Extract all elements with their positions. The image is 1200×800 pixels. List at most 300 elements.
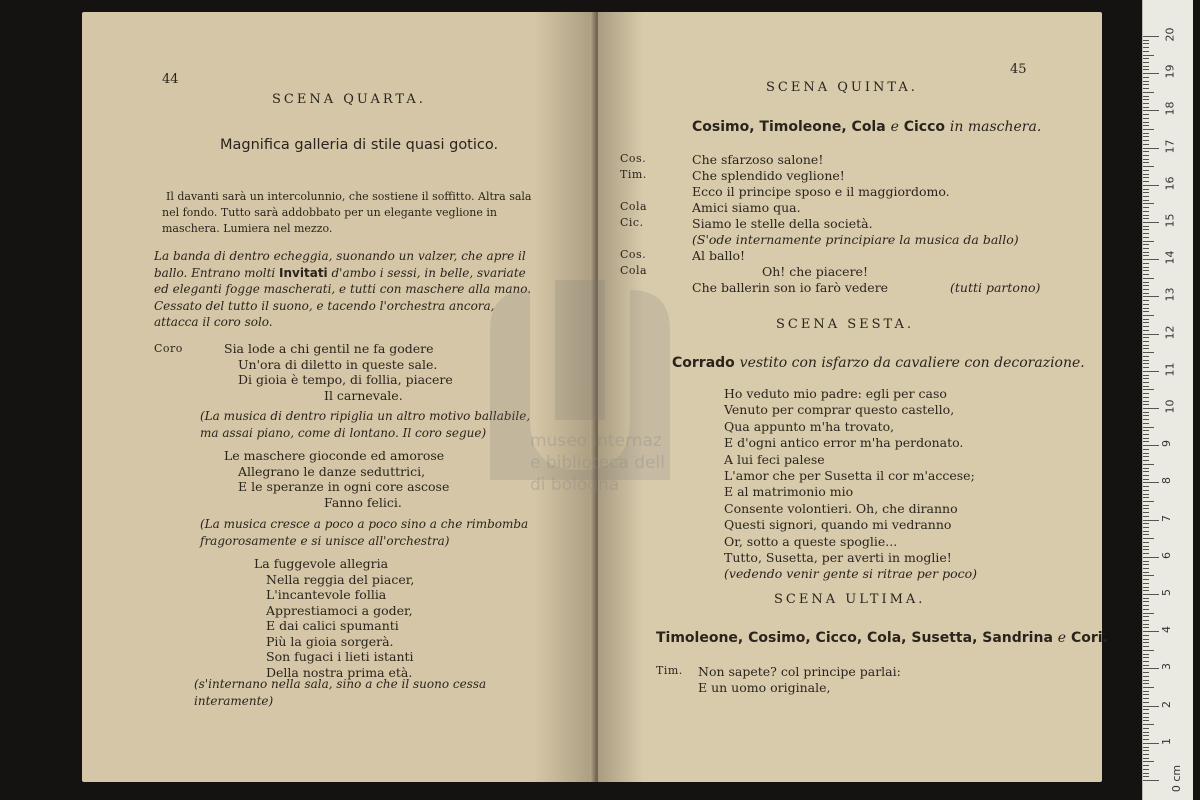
- monologue: [724, 386, 977, 583]
- ruler-tick: [1143, 698, 1149, 699]
- ruler-tick: [1143, 646, 1149, 647]
- verse-line: Di gioia è tempo, di follia, piacere: [238, 372, 453, 387]
- ruler-tick: [1143, 181, 1149, 182]
- ruler-tick: [1143, 497, 1149, 498]
- ruler-tick: [1143, 259, 1159, 260]
- ruler-tick: [1143, 445, 1159, 446]
- ruler-tick: [1143, 624, 1149, 625]
- ruler-tick: [1143, 691, 1149, 692]
- ruler-tick: [1143, 713, 1149, 714]
- ruler-tick: [1143, 408, 1159, 409]
- ruler-tick: [1143, 579, 1149, 580]
- ruler-tick: [1143, 683, 1149, 684]
- ruler-tick: [1143, 557, 1159, 558]
- chorus-verse-2: [224, 448, 449, 510]
- ruler-tick: [1143, 170, 1149, 171]
- ruler-tick: [1143, 274, 1149, 275]
- verse-line: Più la gioia sorgerà.: [266, 633, 394, 649]
- ruler-tick: [1143, 229, 1149, 230]
- ruler-tick: [1143, 583, 1149, 584]
- watermark-line: e biblioteca dell: [530, 453, 666, 473]
- ruler-number: 10: [1163, 399, 1177, 414]
- ruler-tick: [1143, 136, 1149, 137]
- ruler-number: 13: [1163, 287, 1177, 302]
- ruler-tick: [1143, 200, 1149, 201]
- ruler-tick: [1143, 419, 1149, 420]
- ruler-tick: [1143, 326, 1149, 327]
- dialogue-scene-7: [656, 664, 1076, 696]
- ruler-number: 14: [1163, 250, 1177, 265]
- ruler-number: 17: [1163, 139, 1177, 154]
- ruler-tick: [1143, 590, 1149, 591]
- ruler-tick: [1143, 233, 1149, 234]
- ruler-tick: [1143, 311, 1149, 312]
- ruler-tick: [1143, 680, 1149, 681]
- verse-line: Allegrano le danze seduttrici,: [238, 463, 426, 479]
- ruler-tick: [1143, 750, 1149, 751]
- line-text: Che ballerin son io farò vedere: [692, 280, 889, 295]
- speaker-label: Cos.: [620, 248, 647, 261]
- ruler-tick: [1143, 523, 1149, 524]
- line-text: Che sfarzoso salone!: [692, 152, 824, 167]
- verse-line: Consente volontieri. Oh, che diranno: [724, 500, 958, 516]
- ruler-number: 15: [1163, 213, 1177, 228]
- scene-setting: Magnifica galleria di stile quasi gotico.: [220, 137, 499, 153]
- ruler-tick: [1143, 769, 1149, 770]
- ruler-tick: [1143, 192, 1149, 193]
- verse-line: Un'ora di diletto in queste sale.: [238, 356, 438, 372]
- ruler-tick: [1143, 386, 1149, 387]
- ruler-tick: [1143, 363, 1149, 364]
- ruler-tick: [1143, 471, 1149, 472]
- ruler-tick: [1143, 449, 1149, 450]
- ruler-tick: [1143, 464, 1154, 465]
- ruler-tick: [1143, 494, 1149, 495]
- ruler-tick: [1143, 114, 1149, 115]
- ruler-tick: [1143, 490, 1149, 491]
- ruler-tick: [1143, 475, 1149, 476]
- line-text: Amici siamo qua.: [692, 200, 801, 215]
- stage-direction: (S'ode internamente principiare la musica da ballo): [692, 232, 1019, 247]
- ruler-tick: [1143, 654, 1149, 655]
- ruler-number: 4: [1160, 626, 1173, 634]
- ruler-tick: [1143, 330, 1149, 331]
- ruler-tick: [1143, 215, 1149, 216]
- ruler-tick: [1143, 62, 1149, 63]
- ruler-tick: [1143, 315, 1154, 316]
- ruler-tick: [1143, 672, 1149, 673]
- page-number: 45: [1010, 62, 1027, 77]
- ruler-tick: [1143, 501, 1154, 502]
- ruler-tick: [1143, 375, 1149, 376]
- ruler-tick: [1143, 438, 1149, 439]
- ruler-number: 11: [1163, 362, 1177, 377]
- ruler-tick: [1143, 505, 1149, 506]
- ruler-tick: [1143, 668, 1159, 669]
- ruler-tick: [1143, 415, 1149, 416]
- ruler-tick: [1143, 393, 1149, 394]
- ruler-tick: [1143, 99, 1149, 100]
- cast-conj: e: [1057, 630, 1067, 646]
- verse-line: Or, sotto a queste spoglie...: [724, 533, 898, 549]
- measurement-ruler: [1142, 0, 1193, 800]
- ruler-tick: [1143, 575, 1154, 576]
- speaker-label: Cos.: [620, 152, 647, 165]
- ruler-tick: [1143, 244, 1149, 245]
- speaker-label: Cola: [620, 264, 648, 277]
- ruler-number: 2: [1160, 700, 1173, 708]
- speaker-label: Cola: [620, 200, 648, 213]
- ruler-tick: [1143, 282, 1149, 283]
- ruler-tick: [1143, 285, 1149, 286]
- verse-line: Tutto, Susetta, per averti in moglie!: [724, 550, 952, 566]
- line-text: Oh! che piacere!: [762, 264, 868, 279]
- ruler-tick: [1143, 482, 1159, 483]
- dialogue-line: [620, 248, 1060, 264]
- cast-note: in maschera.: [949, 119, 1042, 135]
- ruler-tick: [1143, 144, 1149, 145]
- scene-cast: [692, 119, 1041, 135]
- scene-cast: [656, 630, 1108, 646]
- ruler-tick: [1143, 389, 1154, 390]
- ruler-tick: [1143, 520, 1159, 521]
- ruler-tick: [1143, 300, 1149, 301]
- ruler-tick: [1143, 508, 1149, 509]
- speaker-label: Cic.: [620, 216, 644, 229]
- watermark-text: [530, 430, 665, 496]
- cast-note: vestito con isfarzo da cavaliere con decorazione.: [739, 355, 1085, 371]
- ruler-tick: [1143, 706, 1159, 707]
- verse-line: Ho veduto mio padre: egli per caso: [724, 386, 947, 401]
- ruler-tick: [1143, 747, 1149, 748]
- ruler-tick: [1143, 687, 1154, 688]
- ruler-tick: [1143, 732, 1149, 733]
- ruler-tick: [1143, 720, 1149, 721]
- ruler-number: 20: [1163, 27, 1177, 42]
- ruler-tick: [1143, 739, 1149, 740]
- verse-line: Apprestiamoci a goder,: [266, 602, 413, 618]
- cast-conj: e: [890, 119, 899, 135]
- ruler-number: 19: [1163, 64, 1177, 79]
- ruler-tick: [1143, 218, 1149, 219]
- verse-line: Nella reggia del piacer,: [266, 571, 415, 587]
- verse-line: L'amor che per Susetta il cor m'accese;: [724, 468, 975, 484]
- stage-direction-text: La banda di dentro echeggia, suonando un valzer, che apre il ballo. Entrano molti: [154, 249, 526, 280]
- dialogue-line: [656, 664, 1076, 680]
- ruler-number: 5: [1160, 589, 1173, 596]
- scene-title: SCENA QUARTA.: [272, 92, 426, 107]
- ruler-tick: [1143, 572, 1149, 573]
- dialogue-line: [620, 232, 1060, 248]
- ruler-tick: [1143, 278, 1154, 279]
- stage-direction: (tutti partono): [950, 280, 1041, 295]
- dialogue-line: [656, 680, 1076, 696]
- cast-names: Timoleone, Cosimo, Cicco, Cola, Susetta, Sandrina: [656, 630, 1053, 646]
- ruler-tick: [1143, 486, 1149, 487]
- ruler-tick: [1143, 296, 1159, 297]
- line-text: Siamo le stelle della società.: [692, 216, 873, 231]
- ruler-tick: [1143, 122, 1149, 123]
- verse-line: L'incantevole follia: [266, 587, 387, 602]
- ruler-number: 16: [1163, 176, 1177, 191]
- ruler-tick: [1143, 397, 1149, 398]
- ruler-tick: [1143, 140, 1149, 141]
- ruler-tick: [1143, 207, 1149, 208]
- ruler-tick: [1143, 92, 1154, 93]
- ruler-tick: [1143, 516, 1149, 517]
- verse-line: Sia lode a chi gentil ne fa godere: [224, 341, 434, 356]
- line-text: Che splendido veglione!: [692, 168, 845, 183]
- ruler-tick: [1143, 460, 1149, 461]
- speaker-label: Tim.: [620, 168, 647, 181]
- ruler-tick: [1143, 110, 1159, 111]
- ruler-tick: [1143, 676, 1149, 677]
- verse-line: Fanno felici.: [324, 494, 402, 510]
- verse-line: Son fugaci i lieti istanti: [266, 649, 414, 664]
- ruler-tick: [1143, 84, 1149, 85]
- line-text: Al ballo!: [692, 248, 745, 263]
- ruler-tick: [1143, 717, 1149, 718]
- ruler-tick: [1143, 270, 1149, 271]
- ruler-tick: [1143, 43, 1149, 44]
- ruler-tick: [1143, 441, 1149, 442]
- ruler-tick: [1143, 58, 1149, 59]
- verse-line: A lui feci palese: [724, 451, 825, 467]
- ruler-tick: [1143, 434, 1149, 435]
- ruler-tick: [1143, 177, 1149, 178]
- scene-title: SCENA ULTIMA.: [774, 592, 926, 607]
- ruler-number: 9: [1160, 440, 1173, 448]
- ruler-tick: [1143, 81, 1149, 82]
- ruler-tick: [1143, 601, 1149, 602]
- ruler-tick: [1143, 776, 1149, 777]
- ruler-tick: [1143, 724, 1154, 725]
- ruler-tick: [1143, 527, 1149, 528]
- ruler-number: 8: [1160, 477, 1173, 485]
- ruler-tick: [1143, 96, 1149, 97]
- ruler-tick: [1143, 371, 1159, 372]
- ruler-tick: [1143, 761, 1154, 762]
- ruler-tick: [1143, 289, 1149, 290]
- ruler-tick: [1143, 694, 1149, 695]
- verse-line: E le speranze in ogni core ascose: [238, 479, 450, 494]
- verse-line: E d'ogni antico error m'ha perdonato.: [724, 435, 964, 451]
- page-number: 44: [162, 72, 179, 87]
- ruler-tick: [1143, 118, 1149, 119]
- ruler-number: 6: [1160, 551, 1173, 559]
- chorus-verse-1: [224, 341, 453, 403]
- ruler-tick: [1143, 553, 1149, 554]
- ruler-tick: [1143, 319, 1149, 320]
- dialogue-line: [620, 152, 1060, 168]
- stage-direction: (La musica di dentro ripiglia un altro motivo ballabile, ma assai piano, come di lontano. Il coro segue): [200, 409, 531, 440]
- ruler-tick: [1143, 758, 1149, 759]
- ruler-tick: [1143, 334, 1159, 335]
- ruler-tick: [1143, 337, 1149, 338]
- ruler-tick: [1143, 542, 1149, 543]
- ruler-tick: [1143, 564, 1149, 565]
- ruler-tick: [1143, 534, 1149, 535]
- ruler-tick: [1143, 162, 1149, 163]
- ruler-tick: [1143, 308, 1149, 309]
- stage-direction: (vedendo venir gente si ritrae per poco): [724, 566, 978, 582]
- ruler-tick: [1143, 211, 1149, 212]
- ruler-tick: [1143, 267, 1149, 268]
- ruler-tick: [1143, 665, 1149, 666]
- ruler-tick: [1143, 367, 1149, 368]
- verse-line: Venuto per comprar questo castello,: [724, 402, 955, 418]
- speaker-label: Tim.: [656, 664, 683, 677]
- ruler-tick: [1143, 151, 1149, 152]
- ruler-tick: [1143, 341, 1149, 342]
- verse-line: E dai calici spumanti: [266, 618, 399, 633]
- ruler-tick: [1143, 468, 1149, 469]
- ruler-tick: [1143, 255, 1149, 256]
- ruler-tick: [1143, 189, 1149, 190]
- cast-names: Corrado: [672, 355, 735, 371]
- ruler-tick: [1143, 222, 1159, 223]
- ruler-tick: [1143, 352, 1154, 353]
- stage-direction-text-cont: d'ambo i sessi, in belle, svariate ed eleganti fogge mascherati, e tutti con maschere alla mano. Cessato del tutto il suono, e tacendo l'orchestra ancora, attacca il coro solo.: [154, 265, 532, 329]
- ruler-tick: [1143, 639, 1149, 640]
- ruler-tick: [1143, 345, 1149, 346]
- cast-names-2: Cicco: [903, 119, 946, 135]
- ruler-tick: [1143, 133, 1149, 134]
- verse-line: Questi signori, quando mi vedranno: [724, 517, 952, 533]
- ruler-tick: [1143, 412, 1149, 413]
- line-text: Ecco il principe sposo e il maggiordomo.: [692, 184, 950, 199]
- chorus-verse-3: [254, 556, 414, 680]
- speaker-label: Coro: [154, 342, 183, 355]
- ruler-tick: [1143, 728, 1149, 729]
- ruler-number: 18: [1163, 101, 1177, 116]
- ruler-tick: [1143, 401, 1149, 402]
- ruler-tick: [1143, 609, 1149, 610]
- verse-line: Le maschere gioconde ed amorose: [224, 448, 445, 463]
- verse-line: Della nostra prima età.: [266, 664, 413, 680]
- ruler-tick: [1143, 88, 1149, 89]
- line-text: Non sapete? col principe parlai:: [698, 664, 901, 679]
- scene-title: SCENA SESTA.: [776, 317, 915, 332]
- ruler-number: 0 cm: [1170, 764, 1184, 793]
- ruler-tick: [1143, 293, 1149, 294]
- ruler-tick: [1143, 248, 1149, 249]
- ruler-tick: [1143, 453, 1149, 454]
- ruler-tick: [1143, 430, 1149, 431]
- ruler-tick: [1143, 69, 1149, 70]
- ruler-tick: [1143, 73, 1159, 74]
- stage-direction: (La musica cresce a poco a poco sino a che rimbomba fragorosamente e si unisce all'orchestra): [200, 517, 529, 548]
- ruler-tick: [1143, 735, 1149, 736]
- ruler-tick: [1143, 773, 1149, 774]
- ruler-tick: [1143, 616, 1149, 617]
- ruler-tick: [1143, 47, 1149, 48]
- dialogue-line: [620, 200, 1060, 216]
- ruler-tick: [1143, 66, 1149, 67]
- ruler-tick: [1143, 743, 1159, 744]
- ruler-tick: [1143, 356, 1149, 357]
- ruler-tick: [1143, 605, 1149, 606]
- ruler-tick: [1143, 241, 1154, 242]
- ruler-tick: [1143, 304, 1149, 305]
- ruler-tick: [1143, 661, 1149, 662]
- ruler-tick: [1143, 107, 1149, 108]
- ruler-tick: [1143, 174, 1149, 175]
- watermark-line: di bologna: [530, 475, 620, 495]
- ruler-tick: [1143, 203, 1154, 204]
- ruler-tick: [1143, 587, 1149, 588]
- ruler-tick: [1143, 378, 1149, 379]
- ruler-tick: [1143, 765, 1149, 766]
- verse-line: La fuggevole allegria: [254, 556, 389, 571]
- ruler-tick: [1143, 642, 1149, 643]
- dialogue-line: [620, 184, 1060, 200]
- ruler-tick: [1143, 185, 1159, 186]
- ruler-tick: [1143, 237, 1149, 238]
- ruler-number: 1: [1160, 737, 1173, 745]
- ruler-tick: [1143, 549, 1149, 550]
- watermark-line: museo internaz: [530, 431, 662, 451]
- scene-title: SCENA QUINTA.: [766, 80, 918, 95]
- ruler-tick: [1143, 360, 1149, 361]
- ruler-tick: [1143, 598, 1149, 599]
- ruler-tick: [1143, 594, 1159, 595]
- ruler-tick: [1143, 196, 1149, 197]
- stage-direction: (s'internano nella sala, sino a che il suono cessa interamente): [194, 677, 487, 708]
- ruler-tick: [1143, 129, 1154, 130]
- ruler-tick: [1143, 40, 1149, 41]
- ruler-tick: [1143, 263, 1149, 264]
- ruler-tick: [1143, 613, 1154, 614]
- ruler-tick: [1143, 55, 1154, 56]
- ruler-tick: [1143, 36, 1159, 37]
- ruler-number: 3: [1160, 663, 1173, 671]
- ruler-tick: [1143, 657, 1149, 658]
- ruler-tick: [1143, 252, 1149, 253]
- ruler-tick: [1143, 479, 1149, 480]
- ruler-tick: [1143, 103, 1149, 104]
- ruler-tick: [1143, 631, 1159, 632]
- ruler-tick: [1143, 423, 1149, 424]
- ruler-tick: [1143, 512, 1149, 513]
- ruler-tick: [1143, 148, 1159, 149]
- ruler-tick: [1143, 635, 1149, 636]
- ruler-tick: [1143, 427, 1154, 428]
- verse-line: Il carnevale.: [324, 387, 403, 403]
- dialogue-line: [620, 216, 1060, 232]
- ruler-tick: [1143, 382, 1149, 383]
- cast-names: Cosimo, Timoleone, Cola: [692, 119, 886, 135]
- ruler-tick: [1143, 77, 1149, 78]
- dialogue-line: [620, 168, 1060, 184]
- verse-line: Qua appunto m'ha trovato,: [724, 418, 895, 434]
- ruler-tick: [1143, 702, 1149, 703]
- bold-term: Invitati: [279, 265, 328, 280]
- ruler-tick: [1143, 155, 1149, 156]
- ruler-tick: [1143, 226, 1149, 227]
- ruler-tick: [1143, 561, 1149, 562]
- ruler-number: 7: [1160, 514, 1173, 522]
- ruler-tick: [1143, 780, 1159, 781]
- ruler-tick: [1143, 125, 1149, 126]
- scene-cast: [672, 355, 1085, 371]
- ruler-tick: [1143, 754, 1149, 755]
- ruler-tick: [1143, 650, 1154, 651]
- ruler-tick: [1143, 531, 1149, 532]
- ruler-tick: [1143, 709, 1149, 710]
- ruler-tick: [1143, 627, 1149, 628]
- line-text: E un uomo originale,: [698, 680, 831, 695]
